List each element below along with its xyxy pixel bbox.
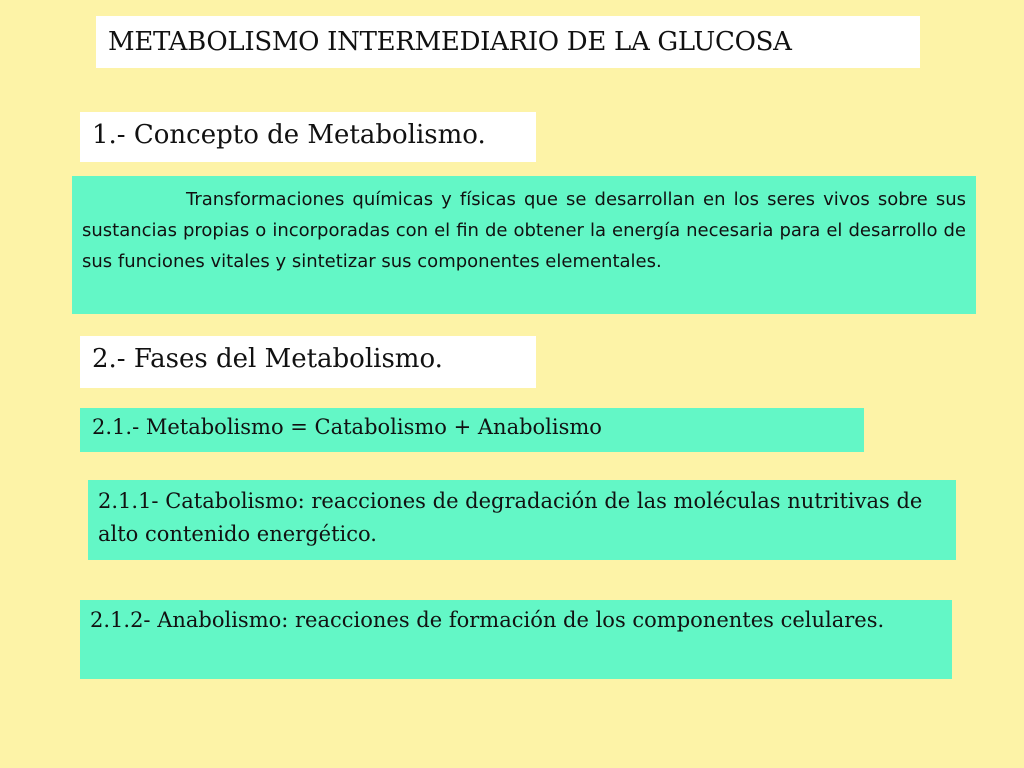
catabolism-definition: 2.1.1- Catabolismo: reacciones de degradación de las moléculas nutritivas de alto contenido energético.	[88, 480, 956, 560]
section-heading-concept: 1.- Concepto de Metabolismo.	[80, 112, 536, 162]
anabolism-definition: 2.1.2- Anabolismo: reacciones de formación de los componentes celulares.	[80, 600, 952, 679]
slide-title: METABOLISMO INTERMEDIARIO DE LA GLUCOSA	[96, 16, 920, 68]
section-heading-phases: 2.- Fases del Metabolismo.	[80, 336, 536, 388]
metabolism-equation: 2.1.- Metabolismo = Catabolismo + Anabolismo	[80, 408, 864, 452]
metabolism-definition: Transformaciones químicas y físicas que se desarrollan en los seres vivos sobre sus sustancias propias o incorporadas con el fin de obtener la energía necesaria para el desarrollo de sus funciones vitales y sintetizar sus componentes elementales.	[72, 176, 976, 314]
